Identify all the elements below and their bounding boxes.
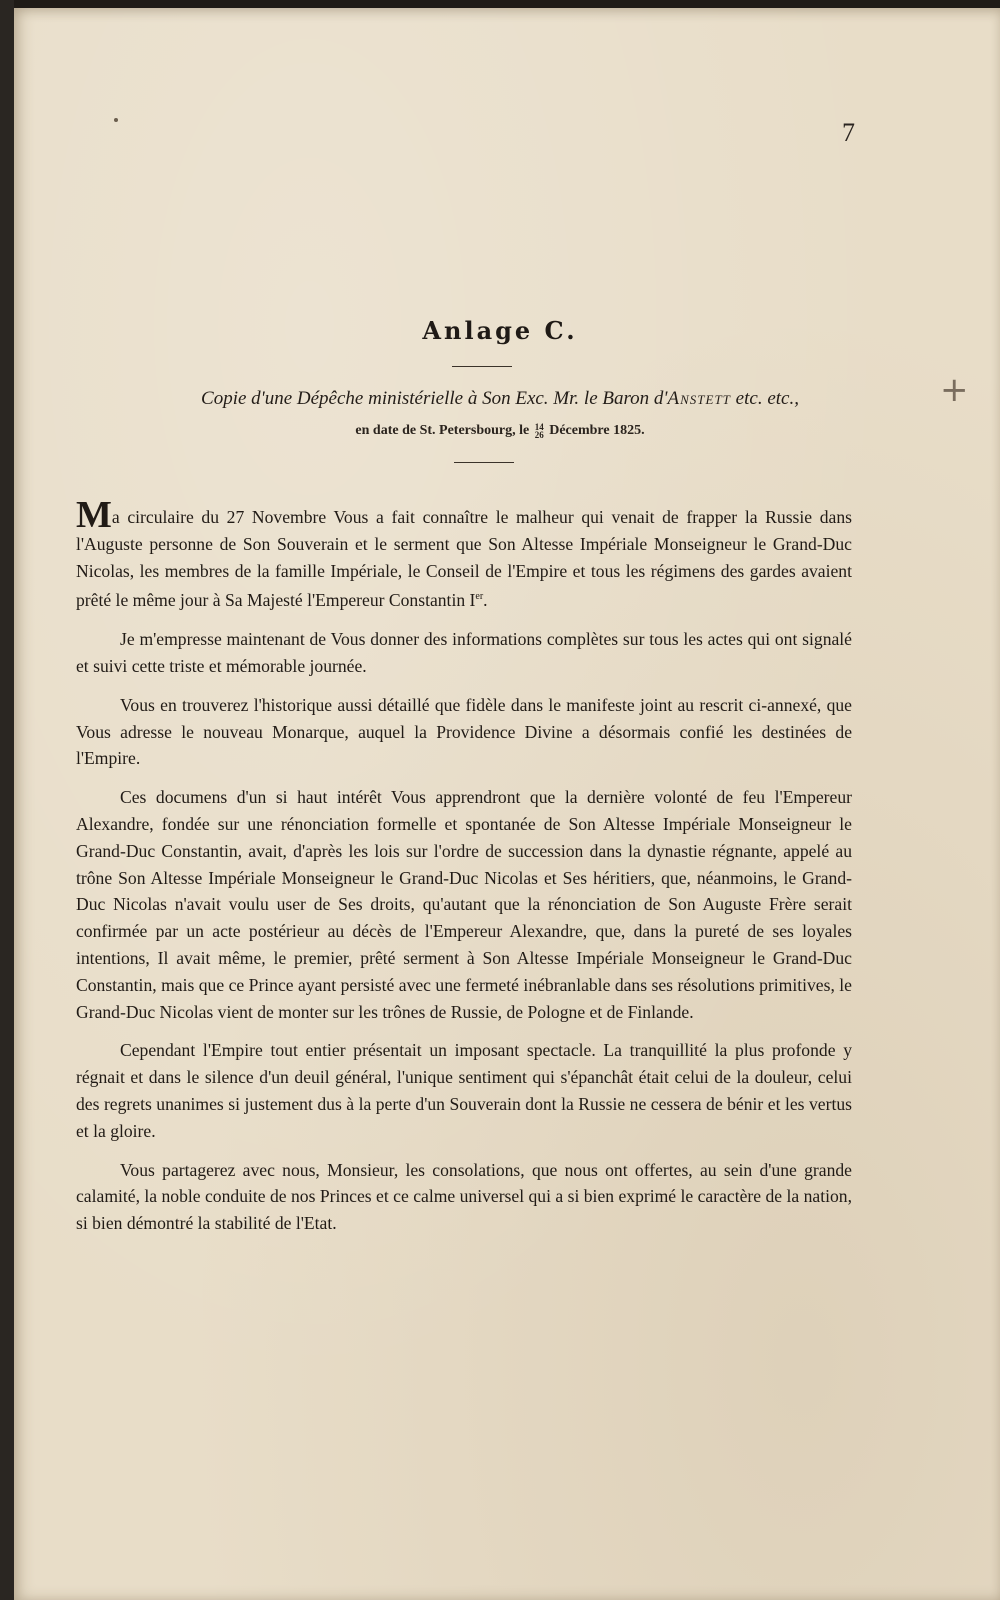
page-speck — [114, 118, 118, 122]
subtitle-name: Anstett — [667, 388, 731, 409]
letter-body — [76, 494, 852, 1249]
paragraph-2: Je m'empresse maintenant de Vous donner des informations complètes sur tous les actes qui ont signalé et suivi cette triste et mémorable journée. — [76, 629, 852, 676]
paragraph-1-end: . — [483, 590, 488, 611]
date-fraction-top: 14 — [534, 422, 544, 432]
page-number: 7 — [842, 118, 855, 147]
paragraph-6: Vous partagerez avec nous, Monsieur, les consolations, que nous ont offertes, au sein d'une grande calamité, la noble conduite de nos Princes et ce calme universel qui a si bien exprimé le caractère de la nation, si bien démontré la stabilité de l'Etat. — [76, 1159, 852, 1234]
subtitle-text: Copie d'une Dépêche ministérielle à Son Exc. Mr. le Baron d' — [201, 388, 668, 409]
paragraph-3: Vous en trouverez l'historique aussi détaillé que fidèle dans le manifeste joint au rescrit ci-annexé, que Vous adresse le nouveau Monarque, auquel la Providence Divine a désormais confié les destinées de l'Empire. — [76, 694, 852, 769]
dateline-suffix: Décembre 1825. — [549, 423, 645, 439]
paragraph-4: Ces documens d'un si haut intérêt Vous apprendront que la dernière volonté de feu l'Empereur Alexandre, fondée sur une rénonciation formelle et spontanée de Son Altesse Impériale Monseigneur le Grand-Duc Constantin, avait, d'après les lois sur l'ordre de succession dans la dynastie régnante, appelé au trône Son Altesse Impériale Monseigneur le Grand-Duc Nicolas et Ses héritiers, que, néanmoins, le Grand-Duc Nicolas n'avait voulu user de Ses droits, qu'autant que la rénonciation de Son Auguste Frère serait confirmée par un acte postérieur au décès de l'Empereur Alexandre, que, dans la pureté de ses loyales intentions, Il avait même, le premier, prêté serment à Son Altesse Impériale Monseigneur le Grand-Duc Constantin, mais que ce Prince ayant persisté avec une fermeté inébranlable dans ses résolutions primitives, le Grand-Duc Nicolas vient de monter sur les trônes de Russie, de Pologne et de Finlande. — [76, 787, 852, 1022]
scan-top-edge — [14, 0, 1000, 8]
paragraph-5: Cependant l'Empire tout entier présentait un imposant spectacle. La tranquillité la plus profonde y régnait et dans le silence d'un deuil général, l'unique sentiment qui s'épanchât était celui de la douleur, celui des regrets unanimes si justement dus à la perte d'un Souverain dont la Russie ne cessera de bénir et les vertus et la gloire. — [76, 1040, 852, 1141]
heading-rule — [452, 366, 512, 367]
dispatch-subtitle — [70, 388, 930, 410]
section-heading: Anlage C. — [422, 316, 578, 345]
dateline-prefix: en date de St. Petersbourg, le — [355, 423, 530, 439]
subtitle-suffix: etc. etc., — [730, 388, 799, 409]
drop-cap: M — [76, 494, 112, 536]
paragraph-1-text: a circulaire du 27 Novembre Vous a fait connaître le malheur qui venait de frapper la Russie dans l'Auguste personne de Son Souverain et le serment que Son Altesse Impériale Monseigneur le Grand-Duc Nicolas, les membres de la famille Impériale, le Conseil de l'Empire et tous les régimens des gardes avaient prêté le même jour à Sa Majesté l'Empereur Constantin I — [76, 507, 852, 611]
margin-cross-mark: + — [940, 370, 969, 410]
date-fraction — [535, 423, 544, 439]
dateline — [70, 423, 930, 439]
paragraph-1 — [76, 494, 852, 614]
date-fraction-bottom: 26 — [534, 430, 544, 440]
paragraph-1-superscript: er — [475, 591, 484, 603]
subtitle-rule — [454, 462, 514, 463]
